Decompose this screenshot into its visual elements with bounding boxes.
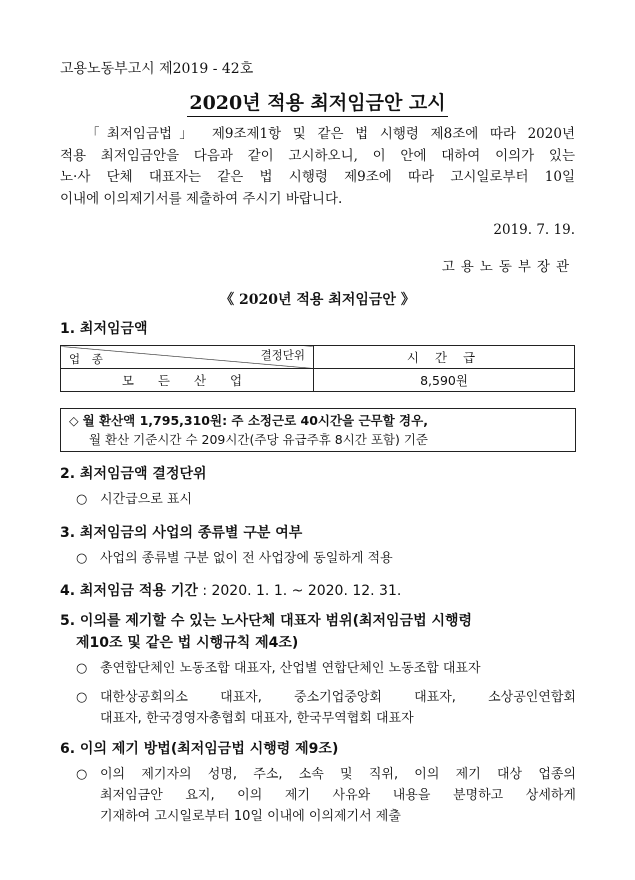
industry-header: 업 종 (69, 352, 107, 366)
section-6-heading: 6. 이의 제기 방법(최저임금법 시행령 제9조) (60, 741, 339, 757)
section-3-heading: 3. 최저임금의 사업의 종류별 구분 여부 (60, 525, 303, 541)
document-title-text: 2020년 적용 최저임금안 고시 (187, 92, 447, 117)
section-2-heading: 2. 최저임금액 결정단위 (60, 466, 207, 482)
item-text: 대표자, 한국경영자총협회 대표자, 한국무역협회 대표자 (100, 711, 414, 726)
section-1-heading: 1. 최저임금액 (60, 321, 148, 337)
item-text: 시간급으로 표시 (100, 492, 193, 507)
intro-line: 적용 최저임금안을 다음과 같이 고시하오니, 이 안에 대하여 이의가 있는 (60, 147, 575, 164)
note-line-2: 월 환산 기준시간 수 209시간(주당 유급주휴 8시간 포함) 기준 (89, 432, 429, 447)
item-text: 기재하여 고시일로부터 10일 이내에 이의제기서 제출 (100, 809, 401, 824)
industry-unit-header (61, 346, 314, 369)
monthly-conversion-note (60, 408, 576, 452)
section-5-item-1 (76, 658, 576, 679)
item-text: 총연합단체인 노동조합 대표자, 산업별 연합단체인 노동조합 대표자 (100, 661, 481, 676)
plan-title: 《 2020년 적용 최저임금안 》 (220, 292, 415, 308)
intro-line: 이내에 이의제기서를 제출하여 주시기 바랍니다. (60, 190, 343, 207)
section-4-title: 4. 최저임금 적용 기간 (60, 583, 198, 599)
section-3-item (76, 548, 576, 569)
item-text: 사업의 종류별 구분 없이 전 사업장에 동일하게 적용 (100, 551, 393, 566)
note-line-1-text: 월 환산액 1,795,310원: 주 소정근로 40시간을 근무할 경우, (82, 413, 428, 428)
section-6-item (76, 764, 576, 827)
table-row (61, 369, 575, 392)
intro-paragraph (60, 124, 575, 210)
amount-cell: 8,590원 (314, 369, 575, 392)
circle-bullet-icon: ○ (76, 767, 88, 782)
intro-line: 노·사 단체 대표자는 같은 법 시행령 제9조에 따라 고시일로부터 10일 (60, 169, 575, 185)
section-4-heading (60, 580, 401, 600)
minimum-wage-table (60, 345, 575, 392)
diamond-icon: ◇ (69, 413, 79, 428)
circle-bullet-icon: ○ (76, 551, 88, 566)
section-2-item (76, 489, 576, 510)
item-text: 대한상공회의소 대표자, 중소기업중앙회 대표자, 소상공인연합회 (100, 690, 576, 705)
table-header-row (61, 346, 575, 369)
unit-header: 결정단위 (260, 348, 305, 362)
issuer: 고용노동부장관 (441, 259, 575, 275)
circle-bullet-icon: ○ (76, 661, 88, 676)
item-text: 이의 제기자의 성명, 주소, 소속 및 직위, 이의 제기 대상 업종의 (100, 767, 576, 782)
circle-bullet-icon: ○ (76, 492, 88, 507)
circle-bullet-icon: ○ (76, 690, 88, 705)
section-5-heading (60, 610, 472, 654)
industry-cell: 모 든 산 업 (61, 369, 314, 392)
document-title (0, 88, 635, 115)
item-text: 최저임금안 요지, 이의 제기 사유와 내용을 분명하고 상세하게 (100, 788, 576, 803)
application-period: : 2020. 1. 1. ~ 2020. 12. 31. (197, 583, 402, 599)
section-5-item-2 (76, 687, 576, 729)
notice-date: 2019. 7. 19. (493, 222, 575, 238)
section-5-heading-line: 5. 이의를 제기할 수 있는 노사단체 대표자 범위(최저임금법 시행령 (60, 613, 473, 629)
section-5-heading-line: 제10조 및 같은 법 시행규칙 제4조) (76, 635, 299, 651)
intro-line: 「최저임금법」 제9조제1항 및 같은 법 시행령 제8조에 따라 2020년 (86, 126, 575, 142)
document-number: 고용노동부고시 제2019 - 42호 (60, 61, 254, 77)
hourly-header: 시 간 급 (314, 346, 575, 369)
note-line-1 (69, 411, 567, 430)
